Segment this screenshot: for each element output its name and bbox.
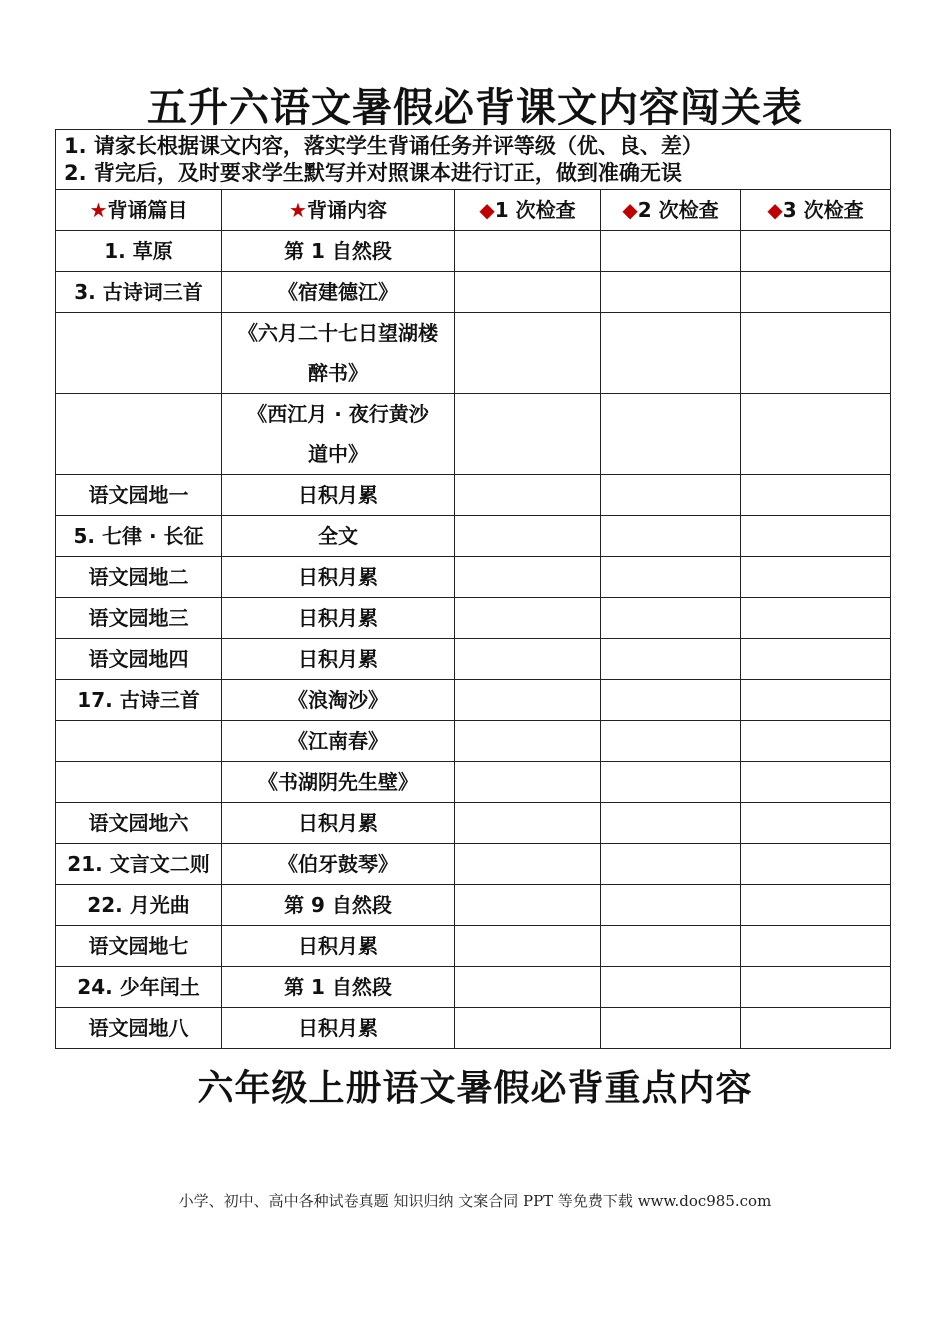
check-1-cell[interactable] bbox=[455, 313, 601, 394]
row-content: 日积月累 bbox=[222, 803, 455, 844]
check-2-cell[interactable] bbox=[601, 639, 741, 680]
section-subtitle: 六年级上册语文暑假必背重点内容 bbox=[197, 1068, 753, 1109]
diamond-icon: ◆ bbox=[479, 198, 495, 222]
check-2-cell[interactable] bbox=[601, 721, 741, 762]
check-1-cell[interactable] bbox=[455, 926, 601, 967]
row-content: 《伯牙鼓琴》 bbox=[222, 844, 455, 885]
check-3-cell[interactable] bbox=[741, 762, 891, 803]
row-content: 《江南春》 bbox=[222, 721, 455, 762]
star-icon: ★ bbox=[289, 198, 307, 222]
check-3-cell[interactable] bbox=[741, 516, 891, 557]
row-content: 《浪淘沙》 bbox=[222, 680, 455, 721]
row-title: 24. 少年闰土 bbox=[56, 967, 222, 1008]
row-content: 日积月累 bbox=[222, 557, 455, 598]
table-row bbox=[56, 231, 891, 272]
check-2-cell[interactable] bbox=[601, 762, 741, 803]
row-content: 日积月累 bbox=[222, 926, 455, 967]
row-content: 全文 bbox=[222, 516, 455, 557]
row-content: 《六月二十七日望湖楼醉书》 bbox=[222, 313, 455, 394]
check-1-cell[interactable] bbox=[455, 680, 601, 721]
recitation-table bbox=[55, 129, 891, 1049]
check-1-cell[interactable] bbox=[455, 721, 601, 762]
row-title: 语文园地六 bbox=[56, 803, 222, 844]
diamond-icon: ◆ bbox=[767, 198, 783, 222]
check-2-cell[interactable] bbox=[601, 1008, 741, 1049]
check-1-cell[interactable] bbox=[455, 967, 601, 1008]
check-3-cell[interactable] bbox=[741, 926, 891, 967]
star-icon: ★ bbox=[89, 198, 108, 222]
row-title: 3. 古诗词三首 bbox=[56, 272, 222, 313]
row-content: 第 1 自然段 bbox=[222, 967, 455, 1008]
check-1-cell[interactable] bbox=[455, 844, 601, 885]
row-title bbox=[56, 721, 222, 762]
check-3-cell[interactable] bbox=[741, 721, 891, 762]
check-1-cell[interactable] bbox=[455, 272, 601, 313]
check-2-cell[interactable] bbox=[601, 803, 741, 844]
check-2-cell[interactable] bbox=[601, 394, 741, 475]
instructions-cell bbox=[56, 130, 891, 190]
check-1-cell[interactable] bbox=[455, 231, 601, 272]
check-3-cell[interactable] bbox=[741, 1008, 891, 1049]
row-content: 第 1 自然段 bbox=[222, 231, 455, 272]
check-3-cell[interactable] bbox=[741, 803, 891, 844]
check-1-cell[interactable] bbox=[455, 762, 601, 803]
footer-text: 小学、初中、高中各种试卷真题 知识归纳 文案合同 PPT 等免费下载 www.doc985.com bbox=[178, 1192, 772, 1210]
row-title bbox=[56, 762, 222, 803]
check-1-cell[interactable] bbox=[455, 394, 601, 475]
header-check-1: ◆1 次检查 bbox=[455, 190, 601, 231]
instructions-row bbox=[56, 130, 891, 190]
check-1-cell[interactable] bbox=[455, 475, 601, 516]
header-check-2: ◆2 次检查 bbox=[601, 190, 741, 231]
row-title: 语文园地二 bbox=[56, 557, 222, 598]
row-content: 第 9 自然段 bbox=[222, 885, 455, 926]
table-row bbox=[56, 844, 891, 885]
row-content: 日积月累 bbox=[222, 1008, 455, 1049]
row-title bbox=[56, 394, 222, 475]
check-2-cell[interactable] bbox=[601, 598, 741, 639]
check-1-cell[interactable] bbox=[455, 557, 601, 598]
check-3-cell[interactable] bbox=[741, 313, 891, 394]
instruction-1: 1. 请家长根据课文内容，落实学生背诵任务并评等级（优、良、差） bbox=[64, 134, 703, 158]
table-row bbox=[56, 516, 891, 557]
row-title: 语文园地八 bbox=[56, 1008, 222, 1049]
check-2-cell[interactable] bbox=[601, 926, 741, 967]
check-3-cell[interactable] bbox=[741, 967, 891, 1008]
table-row bbox=[56, 762, 891, 803]
header-recite-content: ★背诵内容 bbox=[222, 190, 455, 231]
table-row bbox=[56, 394, 891, 475]
row-content: 《西江月 · 夜行黄沙道中》 bbox=[222, 394, 455, 475]
check-1-cell[interactable] bbox=[455, 516, 601, 557]
check-2-cell[interactable] bbox=[601, 475, 741, 516]
row-title: 语文园地七 bbox=[56, 926, 222, 967]
table-row bbox=[56, 272, 891, 313]
check-3-cell[interactable] bbox=[741, 231, 891, 272]
check-2-cell[interactable] bbox=[601, 313, 741, 394]
check-2-cell[interactable] bbox=[601, 516, 741, 557]
table-row bbox=[56, 475, 891, 516]
check-2-cell[interactable] bbox=[601, 680, 741, 721]
check-2-cell[interactable] bbox=[601, 885, 741, 926]
check-3-cell[interactable] bbox=[741, 557, 891, 598]
table-row bbox=[56, 803, 891, 844]
row-title: 17. 古诗三首 bbox=[56, 680, 222, 721]
check-3-cell[interactable] bbox=[741, 639, 891, 680]
table-row bbox=[56, 926, 891, 967]
check-1-cell[interactable] bbox=[455, 803, 601, 844]
check-1-cell[interactable] bbox=[455, 885, 601, 926]
table-row bbox=[56, 967, 891, 1008]
row-title bbox=[56, 313, 222, 394]
page-title: 五升六语文暑假必背课文内容闯关表 bbox=[147, 85, 803, 131]
table-row bbox=[56, 598, 891, 639]
check-1-cell[interactable] bbox=[455, 598, 601, 639]
check-2-cell[interactable] bbox=[601, 967, 741, 1008]
header-check-3: ◆3 次检查 bbox=[741, 190, 891, 231]
diamond-icon: ◆ bbox=[622, 198, 638, 222]
table-row bbox=[56, 313, 891, 394]
row-title: 1. 草原 bbox=[56, 231, 222, 272]
check-3-cell[interactable] bbox=[741, 598, 891, 639]
row-title: 语文园地一 bbox=[56, 475, 222, 516]
row-title: 5. 七律 · 长征 bbox=[56, 516, 222, 557]
table-row bbox=[56, 885, 891, 926]
row-title: 语文园地三 bbox=[56, 598, 222, 639]
check-2-cell[interactable] bbox=[601, 272, 741, 313]
check-3-cell[interactable] bbox=[741, 844, 891, 885]
check-1-cell[interactable] bbox=[455, 639, 601, 680]
check-2-cell[interactable] bbox=[601, 231, 741, 272]
row-content: 日积月累 bbox=[222, 639, 455, 680]
table-row bbox=[56, 639, 891, 680]
check-3-cell[interactable] bbox=[741, 394, 891, 475]
table-row bbox=[56, 721, 891, 762]
header-recite-title: ★背诵篇目 bbox=[56, 190, 222, 231]
check-3-cell[interactable] bbox=[741, 680, 891, 721]
check-1-cell[interactable] bbox=[455, 1008, 601, 1049]
check-2-cell[interactable] bbox=[601, 844, 741, 885]
header-row bbox=[56, 190, 891, 231]
row-content: 日积月累 bbox=[222, 475, 455, 516]
check-2-cell[interactable] bbox=[601, 557, 741, 598]
check-3-cell[interactable] bbox=[741, 272, 891, 313]
check-3-cell[interactable] bbox=[741, 475, 891, 516]
table-row bbox=[56, 1008, 891, 1049]
row-title: 21. 文言文二则 bbox=[56, 844, 222, 885]
row-content: 《宿建德江》 bbox=[222, 272, 455, 313]
table-row bbox=[56, 680, 891, 721]
table-row bbox=[56, 557, 891, 598]
row-content: 日积月累 bbox=[222, 598, 455, 639]
row-title: 语文园地四 bbox=[56, 639, 222, 680]
row-title: 22. 月光曲 bbox=[56, 885, 222, 926]
check-3-cell[interactable] bbox=[741, 885, 891, 926]
instruction-2: 2. 背完后，及时要求学生默写并对照课本进行订正，做到准确无误 bbox=[64, 161, 682, 185]
row-content: 《书湖阴先生壁》 bbox=[222, 762, 455, 803]
